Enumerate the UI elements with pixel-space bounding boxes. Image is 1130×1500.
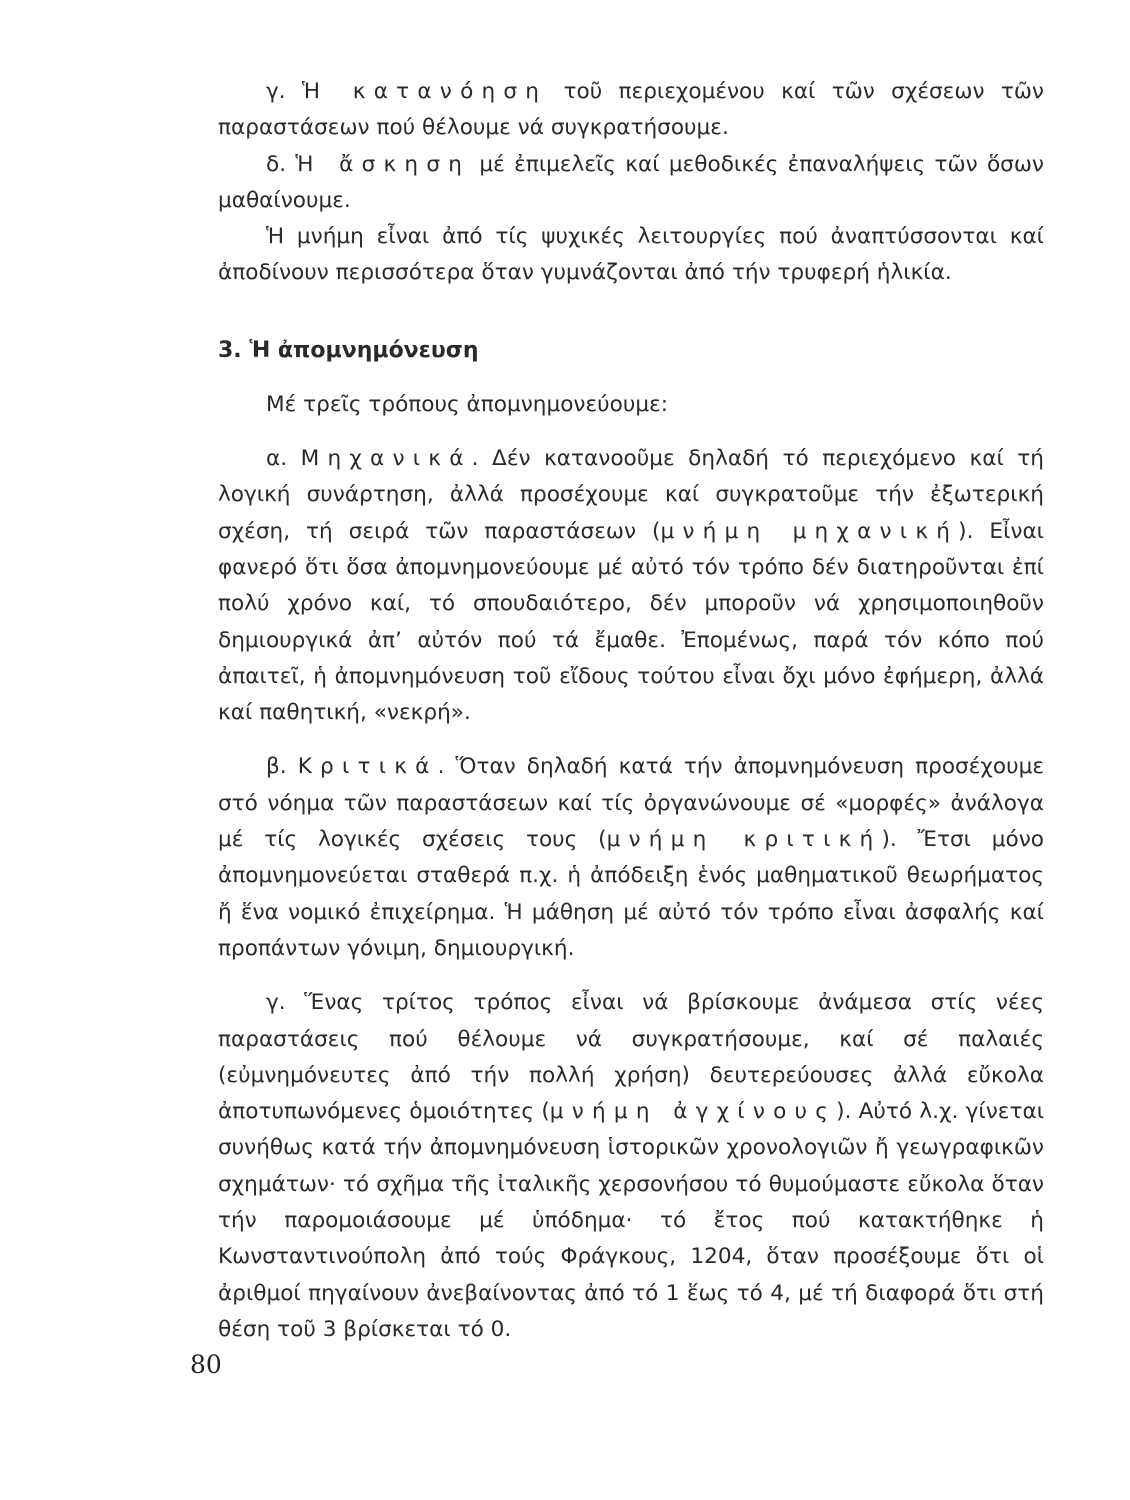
spaced-term: Ἡ ἄσκηση <box>295 151 471 177</box>
paragraph-text: ). Ἔτσι μόνο ἀπομνημονεύεται σταθερά π.χ. ἡ ἀπόδειξη ἑνός μαθηματικοῦ θεωρήματος ἤ ἕνα νομικό ἐπιχείρημα. Ἡ μάθηση μέ αὐτό τόν τρόπο εἶναι ἀσφαλής καί προπάντων γόνιμη, δημιουργική. <box>218 827 1044 961</box>
body-text <box>218 74 1044 1348</box>
paragraph-gap <box>218 731 1044 749</box>
page-number: 80 <box>190 1350 222 1379</box>
item-label: δ. <box>266 151 296 177</box>
paragraph-gap <box>218 423 1044 441</box>
paragraph-delta-practice <box>218 147 1044 220</box>
paragraph-text: ). Αὐτό λ.χ. γίνεται συνήθως κατά τήν ἀπομνημόνευση ἱστορικῶν χρονολογιῶν ἤ γεωγραφικῶν σχημάτων· τό σχῆμα τῆς ἰταλικῆς χερσονήσου τό θυμούμαστε εὔκολα ὅταν τήν παρομοιάσουμε μέ ὑπόδημα· τό ἔτος πού κατακτήθηκε ἡ Κωνσταντινούπολη ἀπό τούς Φράγκους, 1204, ὅταν προσέξουμε ὅτι οἱ ἀριθμοί πηγαίνουν ἀνεβαίνοντας ἀπό τό 1 ἕως τό 4, μέ τή διαφορά ὅτι στή θέση τοῦ 3 βρίσκεται τό 0. <box>218 1099 1044 1342</box>
item-label: γ. <box>266 79 302 104</box>
section-heading: 3. Ἡ ἀπομνημόνευση <box>218 337 479 363</box>
spaced-term: Μηχανικά <box>300 446 472 472</box>
paragraph-text: ). Εἶναι φανερό ὅτι ὅσα ἀπομνημονεύουμε μέ αὐτό τόν τρόπο δέν διατηροῦνται ἐπί πολύ χρόνο καί, τό σπουδαιότερο, δέν μποροῦν νά χρησιμοποιηθοῦν δημιουργικά ἀπ’ αὐτόν πού τά ἔμαθε. Ἐπομένως, παρά τόν κόπο πού ἀπαιτεῖ, ἡ ἀπομνημόνευση τοῦ εἴδους τούτου εἶναι ὄχι μόνο ἐφήμερη, ἀλλά καί παθητική, «νεκρή». <box>218 518 1044 726</box>
paragraph-text: γ. Ἕνας τρίτος τρόπος εἶναι νά βρίσκουμε ἀνάμεσα στίς νέες παραστάσεις πού θέλουμε νά συγκρατήσουμε, καί σέ παλαιές (εὐμνημόνευτες ἀπό τήν πολλή χρήση) δευτερεύουσες ἀλλά εὔκολα ἀποτυπωνόμενες ὁμοιότητες ( <box>218 990 1044 1125</box>
spaced-term: μνήμη μηχανική <box>660 518 959 544</box>
spaced-term: μνήμη κριτική <box>606 827 882 853</box>
paragraph-intro: Μέ τρεῖς τρόπους ἀπομνημονεύουμε: <box>266 391 669 417</box>
paragraph-memory: Ἡ μνήμη εἶναι ἀπό τίς ψυχικές λειτουργίες πού ἀναπτύσσονται καί ἀποδίνουν περισσότερα ὅταν γυμνάζονται ἀπό τήν τρυφερή ἡλικία. <box>218 224 1044 286</box>
paragraph-text: . Δέν κατανοοῦμε δηλαδή τό περιεχόμενο καί τή λογική συνάρτηση, ἀλλά προσέχουμε καί συγκρατοῦμε τήν ἐξωτερική σχέση, τή σειρά τῶν παραστάσεων ( <box>218 446 1044 544</box>
paragraph-beta-critical <box>218 749 1044 967</box>
paragraph-alpha-mechanical <box>218 441 1044 731</box>
paragraph-text: . Ὅταν δηλαδή κατά τήν ἀπομνημόνευση προσέχουμε στό νόημα τῶν παραστάσεων καί τίς ὀργανώνουμε σέ «μορφές» ἀνάλογα μέ τίς λογικές σχέσεις τους ( <box>218 754 1044 853</box>
paragraph-text: μέ ἐπιμελεῖς καί μεθοδικές ἐπαναλήψεις τῶν ὅσων μαθαίνουμε. <box>218 151 1044 213</box>
spaced-term: Ἡ κατανόηση <box>301 79 548 104</box>
paragraph-gamma-associative <box>218 985 1044 1348</box>
spaced-term: Κριτικά <box>297 754 438 780</box>
spaced-term: μνήμη ἀγχίνους <box>549 1099 837 1125</box>
item-label: α. <box>266 446 301 472</box>
paragraph-gamma-understanding <box>218 74 1044 147</box>
item-label: β. <box>266 754 298 780</box>
paragraph-text: τοῦ περιεχομένου καί τῶν σχέσεων τῶν παραστάσεων πού θέλουμε νά συγκρατήσουμε. <box>218 79 1044 141</box>
paragraph-gap <box>218 967 1044 985</box>
